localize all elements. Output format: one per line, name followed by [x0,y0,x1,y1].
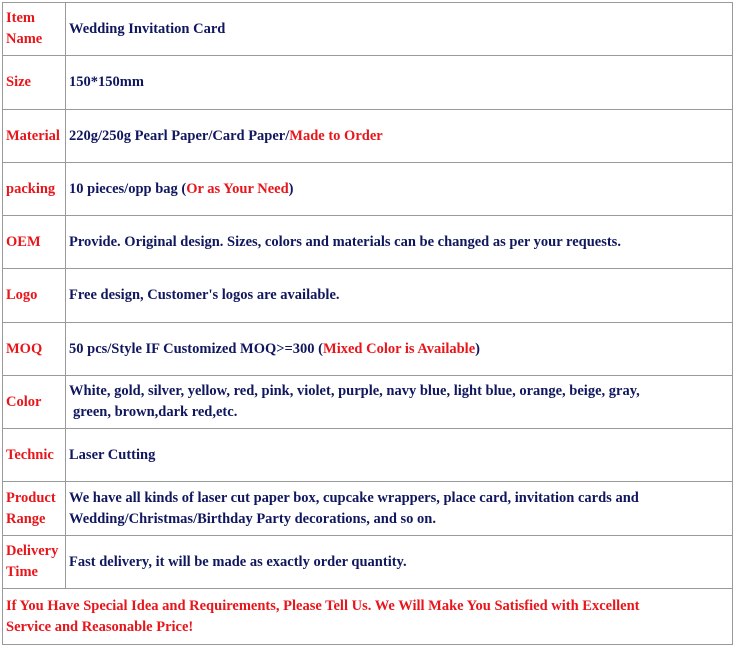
row-label-oem: OEM [3,216,66,269]
table-row [3,376,733,429]
material-text: 220g/250g Pearl Paper/Card Paper/ [69,127,290,144]
moq-suffix: ) [475,340,480,357]
row-label-logo: Logo [3,269,66,323]
row-label-delivery-time [3,536,66,589]
table-row [3,216,733,269]
row-label-technic: Technic [3,429,66,482]
footer-line-1: If You Have Special Idea and Requirements, Please Tell Us. We Will Make You Satisfied with Excellent [6,597,640,614]
packing-suffix: ) [288,180,294,197]
table-row [3,163,733,216]
row-label-item-name: Item Name [3,3,66,56]
row-label-moq: MOQ [3,323,66,376]
product-range-line-2: Wedding/Christmas/Birthday Party decorations, and so on. [69,510,436,527]
table-row [3,56,733,110]
product-range-label-2: Range [6,510,46,527]
color-line-1: White, gold, silver, yellow, red, pink, violet, purple, navy blue, light blue, orange, beige, gray, [69,383,640,399]
moq-highlight: Mixed Color is Available [323,340,476,357]
row-value-logo: Free design, Customer's logos are available. [66,269,733,323]
footer-line-2: Service and Reasonable Price! [6,618,194,635]
packing-text: 10 pieces/opp bag ( [69,180,187,197]
row-label-material: Material [3,110,66,163]
row-value-packing [66,163,733,216]
row-value-product-range [66,482,733,536]
row-value-oem: Provide. Original design. Sizes, colors and materials can be changed as per your requests. [66,216,733,269]
table-row [3,3,733,56]
row-value-material [66,110,733,163]
footer-message [3,589,733,645]
row-value-item-name: Wedding Invitation Card [66,3,733,56]
color-line-2: green, brown,dark red,etc. [73,404,238,420]
row-value-size: 150*150mm [66,56,733,110]
product-spec-table [2,2,733,645]
row-value-technic: Laser Cutting [66,429,733,482]
row-value-delivery-time: Fast delivery, it will be made as exactly order quantity. [66,536,733,589]
table-row [3,323,733,376]
delivery-label-2: Time [6,564,38,580]
packing-highlight: Or as Your Need [186,180,289,197]
table-row [3,536,733,589]
row-label-size: Size [3,56,66,110]
product-range-label-1: Product [6,489,56,506]
moq-text: 50 pcs/Style IF Customized MOQ>=300 ( [69,340,324,357]
table-row [3,110,733,163]
table-row [3,429,733,482]
row-value-color [66,376,733,429]
row-label-product-range [3,482,66,536]
table-row [3,269,733,323]
row-label-packing: packing [3,163,66,216]
row-label-color: Color [3,376,66,429]
table-row [3,482,733,536]
material-highlight: Made to Order [289,127,383,144]
product-range-line-1: We have all kinds of laser cut paper box, cupcake wrappers, place card, invitation cards and [69,489,639,506]
delivery-label-1: Delivery [6,543,59,559]
table-row-footer [3,589,733,645]
row-value-moq [66,323,733,376]
